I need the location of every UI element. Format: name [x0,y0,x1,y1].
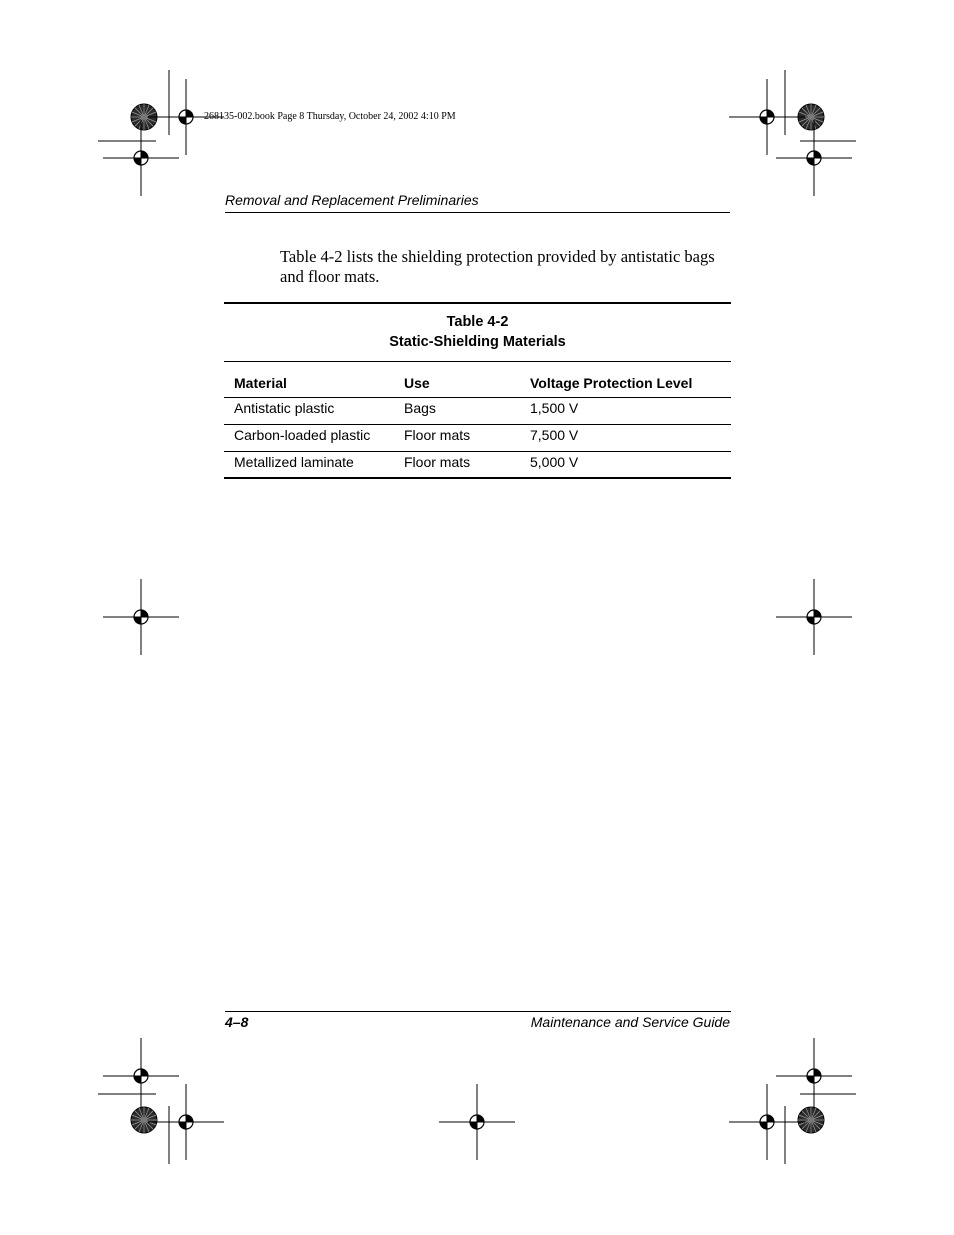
registration-mark [776,579,852,655]
registration-mark [776,120,852,196]
header-voltage: Voltage Protection Level [520,362,731,398]
cell-voltage: 1,500 V [520,398,731,425]
header-use: Use [394,362,520,398]
cell-material: Antistatic plastic [224,398,394,425]
registration-mark [103,579,179,655]
header-material: Material [224,362,394,398]
cell-use: Bags [394,398,520,425]
registration-mark [103,120,179,196]
cell-material: Carbon-loaded plastic [224,425,394,452]
cell-voltage: 5,000 V [520,452,731,479]
registration-mark [729,79,805,155]
running-head: Removal and Replacement Preliminaries [225,192,730,213]
table-title: Static-Shielding Materials [389,333,566,350]
registration-mark [439,1084,515,1160]
cell-voltage: 7,500 V [520,425,731,452]
cell-material: Metallized laminate [224,452,394,479]
registration-mark [776,1038,852,1114]
table-row [224,452,731,479]
intro-paragraph: Table 4-2 lists the shielding protection provided by antistatic bags and floor mats. [280,247,715,286]
footer-rule [225,1011,731,1012]
static-shielding-table [224,302,731,479]
registration-star-mark [798,1107,824,1133]
registration-mark [729,1084,805,1160]
materials-table [224,362,731,479]
footer-title: Maintenance and Service Guide [530,1014,730,1030]
registration-mark [148,1084,224,1160]
print-stamp: 268135-002.book Page 8 Thursday, October 24, 2002 4:10 PM [204,111,456,122]
table-header-row [224,362,731,398]
table-caption [224,302,731,362]
table-row [224,398,731,425]
page-number: 4–8 [225,1014,249,1030]
table-number: Table 4-2 [446,314,509,330]
registration-star-mark [131,1107,157,1133]
cell-use: Floor mats [394,425,520,452]
table-row [224,425,731,452]
registration-mark [103,1038,179,1114]
cell-use: Floor mats [394,452,520,479]
